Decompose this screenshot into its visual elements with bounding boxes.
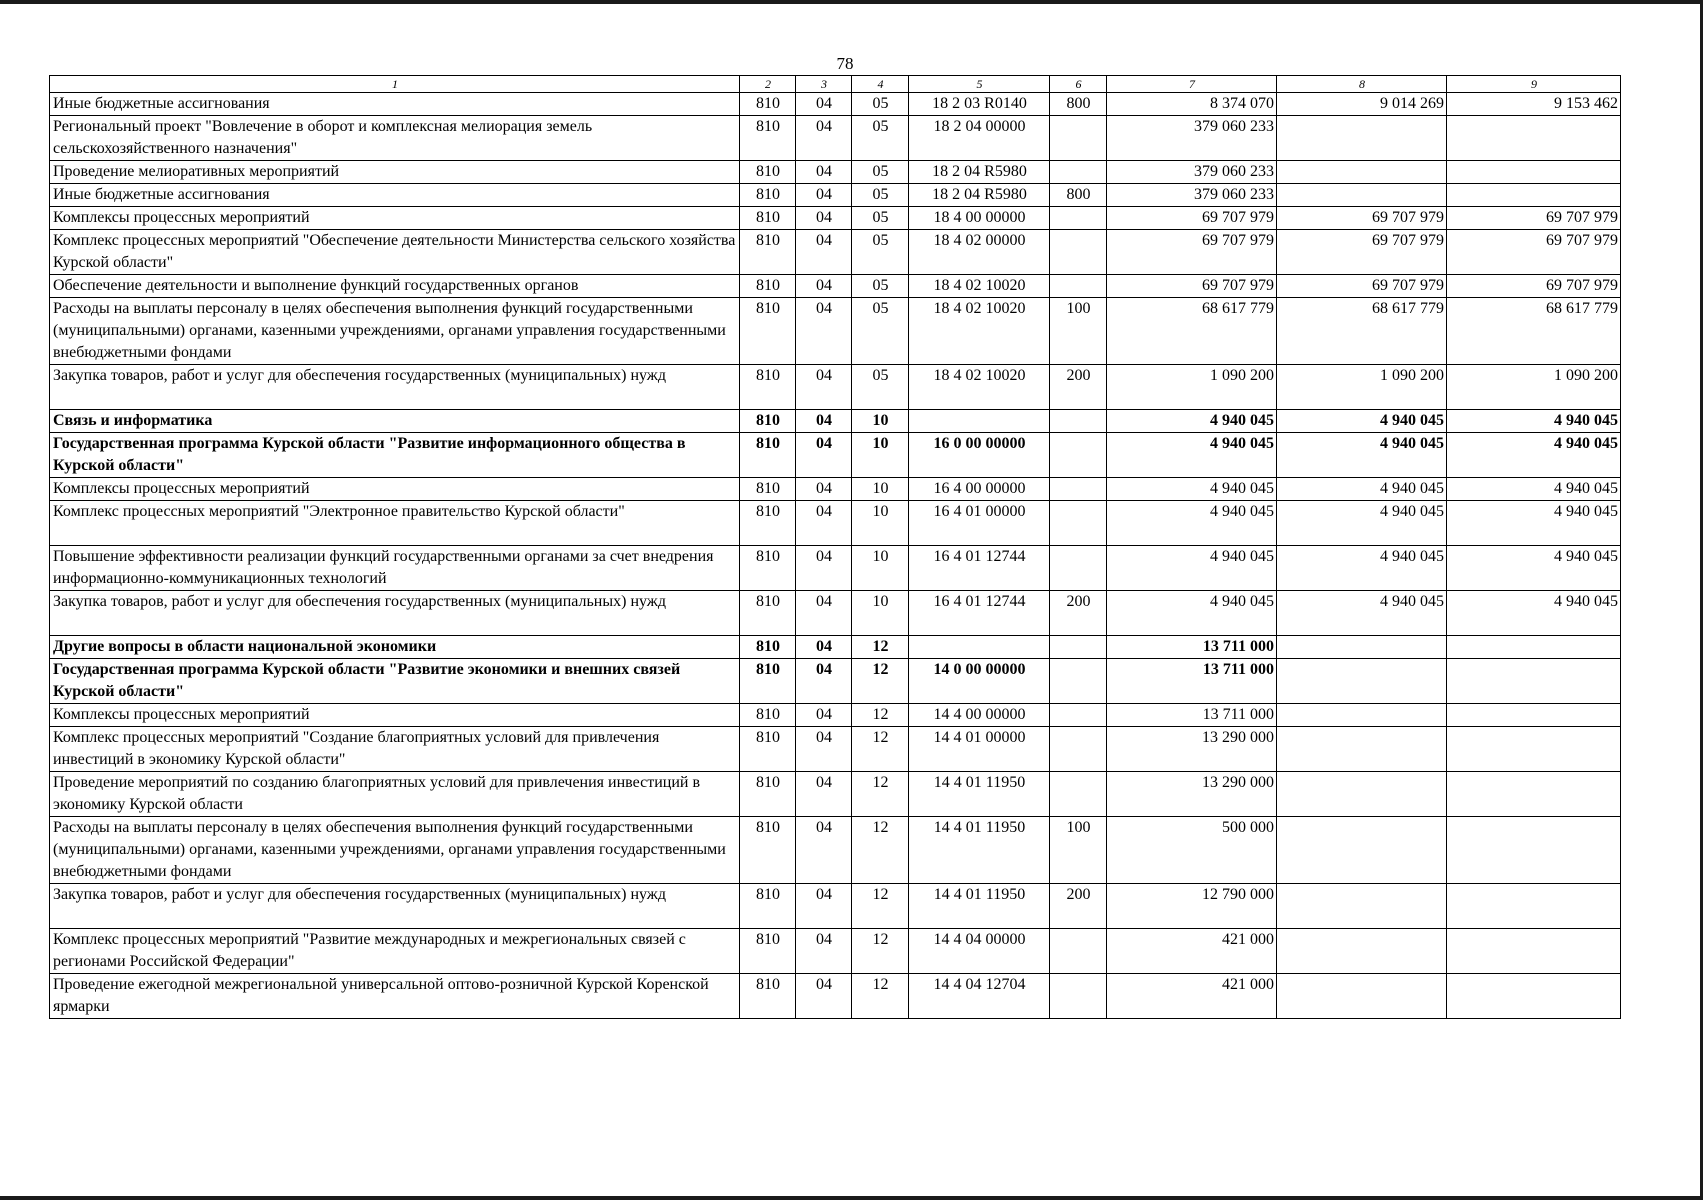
row-expense-type <box>1050 659 1107 704</box>
row-name: Иные бюджетные ассигнования <box>50 93 740 116</box>
row-subsection-code: 10 <box>852 410 909 433</box>
header-col-3: 3 <box>796 76 852 93</box>
row-amount-col9: 4 940 045 <box>1447 478 1621 501</box>
row-name: Закупка товаров, работ и услуг для обеспечения государственных (муниципальных) нужд <box>50 591 740 636</box>
row-name: Государственная программа Курской области "Развитие экономики и внешних связей Курской области" <box>50 659 740 704</box>
row-amount-col9: 4 940 045 <box>1447 591 1621 636</box>
row-amount-col8 <box>1277 704 1447 727</box>
row-amount-col8: 4 940 045 <box>1277 478 1447 501</box>
row-amount-col8 <box>1277 929 1447 974</box>
row-amount-col8: 4 940 045 <box>1277 501 1447 546</box>
row-amount-col9 <box>1447 116 1621 161</box>
row-target-article: 18 4 02 10020 <box>909 298 1050 365</box>
row-expense-type <box>1050 207 1107 230</box>
row-section-code: 04 <box>796 727 852 772</box>
row-name: Комплекс процессных мероприятий "Обеспечение деятельности Министерства сельского хозяйства Курской области" <box>50 230 740 275</box>
row-target-article: 18 4 02 10020 <box>909 365 1050 410</box>
row-ministry-code: 810 <box>740 93 796 116</box>
row-expense-type <box>1050 501 1107 546</box>
row-subsection-code: 05 <box>852 365 909 410</box>
row-subsection-code: 12 <box>852 704 909 727</box>
row-amount-col7: 4 940 045 <box>1107 501 1277 546</box>
row-amount-col8 <box>1277 161 1447 184</box>
row-target-article: 16 4 01 12744 <box>909 546 1050 591</box>
row-target-article <box>909 636 1050 659</box>
row-subsection-code: 05 <box>852 161 909 184</box>
row-target-article: 16 4 01 00000 <box>909 501 1050 546</box>
budget-table <box>49 75 1621 1019</box>
row-ministry-code: 810 <box>740 207 796 230</box>
row-amount-col8: 68 617 779 <box>1277 298 1447 365</box>
row-target-article: 14 4 00 00000 <box>909 704 1050 727</box>
row-name: Комплексы процессных мероприятий <box>50 207 740 230</box>
table-row <box>50 365 1621 410</box>
table-row <box>50 659 1621 704</box>
row-target-article: 14 4 01 11950 <box>909 772 1050 817</box>
row-name: Закупка товаров, работ и услуг для обеспечения государственных (муниципальных) нужд <box>50 365 740 410</box>
row-ministry-code: 810 <box>740 817 796 884</box>
row-amount-col7: 421 000 <box>1107 974 1277 1019</box>
row-amount-col9 <box>1447 929 1621 974</box>
row-amount-col9 <box>1447 974 1621 1019</box>
row-expense-type <box>1050 116 1107 161</box>
row-name: Проведение мелиоративных мероприятий <box>50 161 740 184</box>
row-expense-type <box>1050 478 1107 501</box>
row-target-article: 18 4 02 00000 <box>909 230 1050 275</box>
row-amount-col7: 13 290 000 <box>1107 727 1277 772</box>
row-ministry-code: 810 <box>740 974 796 1019</box>
row-section-code: 04 <box>796 410 852 433</box>
row-subsection-code: 05 <box>852 116 909 161</box>
row-amount-col8 <box>1277 659 1447 704</box>
row-amount-col9 <box>1447 727 1621 772</box>
row-amount-col7: 13 711 000 <box>1107 704 1277 727</box>
row-amount-col7: 69 707 979 <box>1107 275 1277 298</box>
row-section-code: 04 <box>796 93 852 116</box>
row-ministry-code: 810 <box>740 230 796 275</box>
row-expense-type <box>1050 974 1107 1019</box>
table-row <box>50 636 1621 659</box>
row-target-article: 18 2 04 00000 <box>909 116 1050 161</box>
row-ministry-code: 810 <box>740 727 796 772</box>
row-name: Повышение эффективности реализации функций государственными органами за счет внедрения информационно-коммуникационных технологий <box>50 546 740 591</box>
row-subsection-code: 05 <box>852 93 909 116</box>
table-row <box>50 298 1621 365</box>
row-ministry-code: 810 <box>740 501 796 546</box>
row-amount-col9: 4 940 045 <box>1447 433 1621 478</box>
row-section-code: 04 <box>796 884 852 929</box>
row-amount-col8 <box>1277 727 1447 772</box>
row-amount-col8 <box>1277 636 1447 659</box>
row-amount-col7: 4 940 045 <box>1107 410 1277 433</box>
row-target-article: 18 4 00 00000 <box>909 207 1050 230</box>
row-expense-type: 200 <box>1050 591 1107 636</box>
row-target-article: 18 2 04 R5980 <box>909 161 1050 184</box>
row-subsection-code: 12 <box>852 636 909 659</box>
row-amount-col9: 9 153 462 <box>1447 93 1621 116</box>
row-amount-col8: 4 940 045 <box>1277 410 1447 433</box>
row-expense-type <box>1050 772 1107 817</box>
row-section-code: 04 <box>796 817 852 884</box>
row-name: Комплекс процессных мероприятий "Развитие международных и межрегиональных связей с регионами Российской Федерации" <box>50 929 740 974</box>
row-amount-col9 <box>1447 772 1621 817</box>
row-target-article: 18 2 03 R0140 <box>909 93 1050 116</box>
row-amount-col7: 13 290 000 <box>1107 772 1277 817</box>
row-section-code: 04 <box>796 116 852 161</box>
row-subsection-code: 05 <box>852 298 909 365</box>
row-name: Комплексы процессных мероприятий <box>50 704 740 727</box>
table-row <box>50 93 1621 116</box>
row-expense-type <box>1050 636 1107 659</box>
table-row <box>50 727 1621 772</box>
row-amount-col9 <box>1447 704 1621 727</box>
table-row <box>50 501 1621 546</box>
table-row <box>50 546 1621 591</box>
row-ministry-code: 810 <box>740 365 796 410</box>
row-amount-col9: 4 940 045 <box>1447 410 1621 433</box>
row-expense-type: 100 <box>1050 298 1107 365</box>
row-amount-col7: 379 060 233 <box>1107 184 1277 207</box>
row-amount-col7: 4 940 045 <box>1107 478 1277 501</box>
row-amount-col9: 1 090 200 <box>1447 365 1621 410</box>
row-subsection-code: 10 <box>852 591 909 636</box>
row-ministry-code: 810 <box>740 275 796 298</box>
header-col-4: 4 <box>852 76 909 93</box>
row-amount-col8 <box>1277 116 1447 161</box>
row-expense-type: 100 <box>1050 817 1107 884</box>
row-subsection-code: 10 <box>852 546 909 591</box>
row-target-article: 14 4 01 11950 <box>909 817 1050 884</box>
row-section-code: 04 <box>796 230 852 275</box>
row-amount-col9: 4 940 045 <box>1447 546 1621 591</box>
row-amount-col7: 12 790 000 <box>1107 884 1277 929</box>
table-row <box>50 410 1621 433</box>
row-name: Проведение мероприятий по созданию благоприятных условий для привлечения инвестиций в экономику Курской области <box>50 772 740 817</box>
row-subsection-code: 12 <box>852 884 909 929</box>
table-row <box>50 230 1621 275</box>
row-subsection-code: 10 <box>852 433 909 478</box>
row-ministry-code: 810 <box>740 546 796 591</box>
table-row <box>50 772 1621 817</box>
header-col-8: 8 <box>1277 76 1447 93</box>
row-expense-type <box>1050 704 1107 727</box>
row-amount-col9: 69 707 979 <box>1447 207 1621 230</box>
row-ministry-code: 810 <box>740 929 796 974</box>
row-subsection-code: 05 <box>852 275 909 298</box>
row-ministry-code: 810 <box>740 772 796 817</box>
row-amount-col7: 4 940 045 <box>1107 591 1277 636</box>
header-col-1: 1 <box>50 76 740 93</box>
row-subsection-code: 10 <box>852 478 909 501</box>
table-row <box>50 974 1621 1019</box>
row-name: Региональный проект "Вовлечение в оборот и комплексная мелиорация земель сельскохозяйственного назначения" <box>50 116 740 161</box>
row-target-article: 14 0 00 00000 <box>909 659 1050 704</box>
row-expense-type: 200 <box>1050 884 1107 929</box>
row-section-code: 04 <box>796 772 852 817</box>
header-col-7: 7 <box>1107 76 1277 93</box>
row-amount-col9 <box>1447 659 1621 704</box>
header-col-9: 9 <box>1447 76 1621 93</box>
row-subsection-code: 12 <box>852 974 909 1019</box>
row-expense-type <box>1050 410 1107 433</box>
row-amount-col7: 69 707 979 <box>1107 207 1277 230</box>
row-ministry-code: 810 <box>740 704 796 727</box>
row-subsection-code: 05 <box>852 184 909 207</box>
row-expense-type <box>1050 275 1107 298</box>
table-row <box>50 207 1621 230</box>
row-amount-col8: 69 707 979 <box>1277 207 1447 230</box>
row-amount-col7: 68 617 779 <box>1107 298 1277 365</box>
row-subsection-code: 05 <box>852 207 909 230</box>
row-amount-col8: 9 014 269 <box>1277 93 1447 116</box>
row-amount-col7: 8 374 070 <box>1107 93 1277 116</box>
row-amount-col7: 500 000 <box>1107 817 1277 884</box>
row-amount-col8 <box>1277 184 1447 207</box>
row-amount-col7: 379 060 233 <box>1107 161 1277 184</box>
row-amount-col8 <box>1277 974 1447 1019</box>
row-amount-col9 <box>1447 884 1621 929</box>
row-ministry-code: 810 <box>740 410 796 433</box>
row-section-code: 04 <box>796 704 852 727</box>
row-section-code: 04 <box>796 433 852 478</box>
row-target-article: 16 4 00 00000 <box>909 478 1050 501</box>
table-row <box>50 817 1621 884</box>
row-subsection-code: 12 <box>852 772 909 817</box>
table-row <box>50 929 1621 974</box>
row-target-article: 18 4 02 10020 <box>909 275 1050 298</box>
row-section-code: 04 <box>796 478 852 501</box>
row-ministry-code: 810 <box>740 659 796 704</box>
row-amount-col8: 4 940 045 <box>1277 433 1447 478</box>
row-ministry-code: 810 <box>740 161 796 184</box>
row-amount-col9 <box>1447 184 1621 207</box>
row-amount-col7: 13 711 000 <box>1107 636 1277 659</box>
row-target-article: 14 4 04 12704 <box>909 974 1050 1019</box>
row-amount-col9: 68 617 779 <box>1447 298 1621 365</box>
row-section-code: 04 <box>796 501 852 546</box>
row-ministry-code: 810 <box>740 591 796 636</box>
row-amount-col8: 69 707 979 <box>1277 275 1447 298</box>
row-amount-col7: 1 090 200 <box>1107 365 1277 410</box>
row-subsection-code: 12 <box>852 659 909 704</box>
table-row <box>50 884 1621 929</box>
header-col-5: 5 <box>909 76 1050 93</box>
table-row <box>50 275 1621 298</box>
table-row <box>50 161 1621 184</box>
row-expense-type: 200 <box>1050 365 1107 410</box>
row-name: Расходы на выплаты персоналу в целях обеспечения выполнения функций государственными (муниципальными) органами, казенными учреждениями, органами управления государственными внебюджетными фондами <box>50 817 740 884</box>
row-amount-col9: 4 940 045 <box>1447 501 1621 546</box>
row-amount-col7: 69 707 979 <box>1107 230 1277 275</box>
row-expense-type <box>1050 929 1107 974</box>
row-amount-col7: 13 711 000 <box>1107 659 1277 704</box>
table-row <box>50 704 1621 727</box>
row-amount-col8: 69 707 979 <box>1277 230 1447 275</box>
row-subsection-code: 12 <box>852 817 909 884</box>
row-amount-col9: 69 707 979 <box>1447 230 1621 275</box>
row-target-article <box>909 410 1050 433</box>
row-expense-type <box>1050 230 1107 275</box>
row-section-code: 04 <box>796 929 852 974</box>
row-section-code: 04 <box>796 636 852 659</box>
row-section-code: 04 <box>796 974 852 1019</box>
table-row <box>50 478 1621 501</box>
row-ministry-code: 810 <box>740 433 796 478</box>
row-name: Связь и информатика <box>50 410 740 433</box>
row-section-code: 04 <box>796 161 852 184</box>
row-section-code: 04 <box>796 207 852 230</box>
row-ministry-code: 810 <box>740 184 796 207</box>
row-section-code: 04 <box>796 298 852 365</box>
row-amount-col8 <box>1277 772 1447 817</box>
row-subsection-code: 05 <box>852 230 909 275</box>
row-expense-type: 800 <box>1050 93 1107 116</box>
row-amount-col7: 4 940 045 <box>1107 433 1277 478</box>
row-ministry-code: 810 <box>740 884 796 929</box>
row-section-code: 04 <box>796 365 852 410</box>
scan-edge-bottom <box>0 1196 1703 1200</box>
row-name: Закупка товаров, работ и услуг для обеспечения государственных (муниципальных) нужд <box>50 884 740 929</box>
row-expense-type <box>1050 433 1107 478</box>
row-expense-type <box>1050 546 1107 591</box>
row-amount-col7: 379 060 233 <box>1107 116 1277 161</box>
row-name: Комплексы процессных мероприятий <box>50 478 740 501</box>
row-amount-col9 <box>1447 817 1621 884</box>
scan-edge-top <box>0 0 1703 4</box>
table-row <box>50 184 1621 207</box>
row-amount-col7: 4 940 045 <box>1107 546 1277 591</box>
row-amount-col9 <box>1447 636 1621 659</box>
row-ministry-code: 810 <box>740 636 796 659</box>
row-amount-col7: 421 000 <box>1107 929 1277 974</box>
row-subsection-code: 12 <box>852 929 909 974</box>
row-section-code: 04 <box>796 546 852 591</box>
row-ministry-code: 810 <box>740 298 796 365</box>
row-section-code: 04 <box>796 591 852 636</box>
row-ministry-code: 810 <box>740 478 796 501</box>
row-name: Государственная программа Курской области "Развитие информационного общества в Курской области" <box>50 433 740 478</box>
row-name: Расходы на выплаты персоналу в целях обеспечения выполнения функций государственными (муниципальными) органами, казенными учреждениями, органами управления государственными внебюджетными фондами <box>50 298 740 365</box>
row-name: Обеспечение деятельности и выполнение функций государственных органов <box>50 275 740 298</box>
row-expense-type <box>1050 161 1107 184</box>
row-name: Иные бюджетные ассигнования <box>50 184 740 207</box>
row-target-article: 16 4 01 12744 <box>909 591 1050 636</box>
row-name: Проведение ежегодной межрегиональной универсальной оптово-розничной Курской Коренской ярмарки <box>50 974 740 1019</box>
row-amount-col8 <box>1277 884 1447 929</box>
row-section-code: 04 <box>796 659 852 704</box>
table-row <box>50 591 1621 636</box>
table-header-row <box>50 76 1621 93</box>
row-expense-type: 800 <box>1050 184 1107 207</box>
row-amount-col9 <box>1447 161 1621 184</box>
row-subsection-code: 10 <box>852 501 909 546</box>
row-subsection-code: 12 <box>852 727 909 772</box>
row-target-article: 14 4 04 00000 <box>909 929 1050 974</box>
row-amount-col8: 1 090 200 <box>1277 365 1447 410</box>
row-target-article: 14 4 01 11950 <box>909 884 1050 929</box>
row-amount-col8: 4 940 045 <box>1277 591 1447 636</box>
table-row <box>50 116 1621 161</box>
row-section-code: 04 <box>796 184 852 207</box>
row-amount-col8 <box>1277 817 1447 884</box>
row-target-article: 18 2 04 R5980 <box>909 184 1050 207</box>
row-amount-col8: 4 940 045 <box>1277 546 1447 591</box>
row-name: Комплекс процессных мероприятий "Создание благоприятных условий для привлечения инвестиций в экономику Курской области" <box>50 727 740 772</box>
row-ministry-code: 810 <box>740 116 796 161</box>
header-col-2: 2 <box>740 76 796 93</box>
row-target-article: 14 4 01 00000 <box>909 727 1050 772</box>
header-col-6: 6 <box>1050 76 1107 93</box>
row-section-code: 04 <box>796 275 852 298</box>
row-expense-type <box>1050 727 1107 772</box>
row-target-article: 16 0 00 00000 <box>909 433 1050 478</box>
row-name: Комплекс процессных мероприятий "Электронное правительство Курской области" <box>50 501 740 546</box>
row-name: Другие вопросы в области национальной экономики <box>50 636 740 659</box>
table-row <box>50 433 1621 478</box>
table-body <box>50 93 1621 1019</box>
row-amount-col9: 69 707 979 <box>1447 275 1621 298</box>
page-number: 78 <box>836 54 854 73</box>
